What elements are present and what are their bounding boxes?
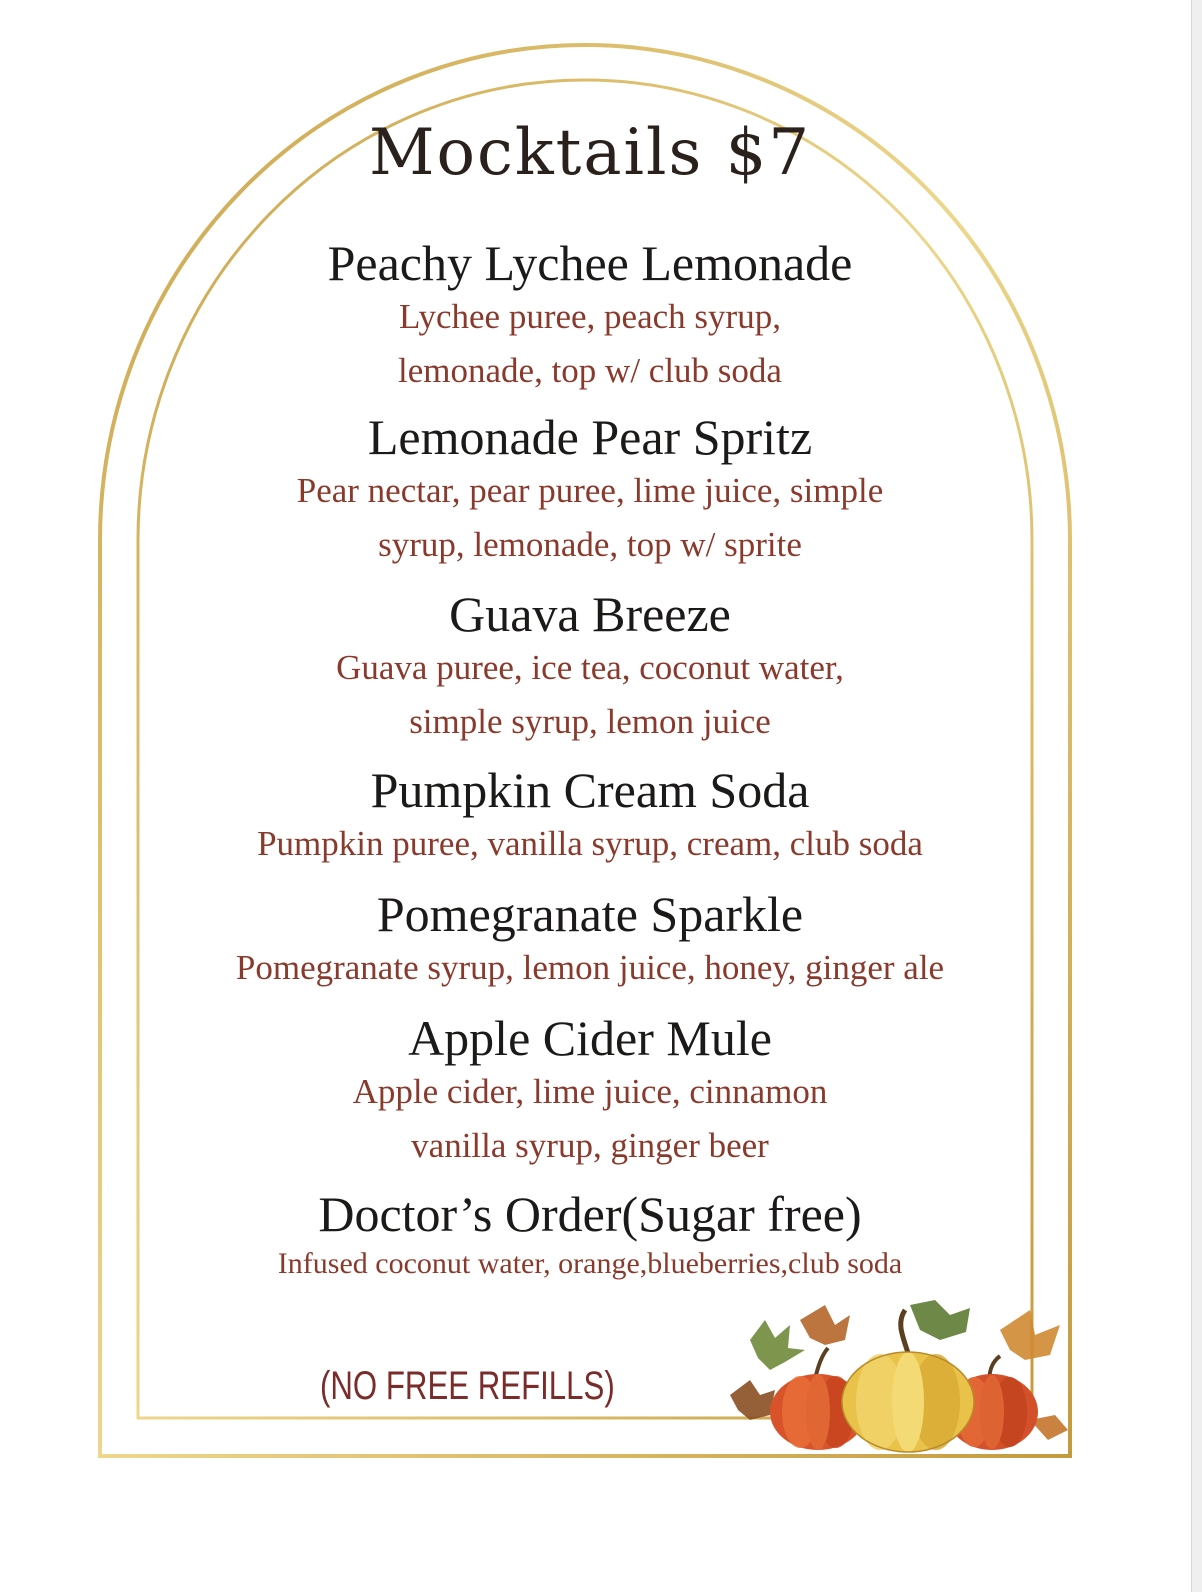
page-edge [1191, 0, 1202, 1592]
item-description: Lychee puree, peach syrup, [399, 297, 781, 336]
item-description: simple syrup, lemon juice [409, 702, 771, 741]
item-name: Doctor’s Order(Sugar free) [318, 1186, 862, 1242]
item-name: Guava Breeze [449, 586, 731, 642]
menu-item [0, 1011, 1180, 1173]
yellow-pumpkin-center [842, 1352, 974, 1452]
item-name: Apple Cider Mule [408, 1010, 772, 1066]
item-description: syrup, lemonade, top w/ sprite [378, 525, 802, 564]
item-description: vanilla syrup, ginger beer [411, 1126, 769, 1165]
item-name: Pomegranate Sparkle [376, 886, 804, 942]
no-free-refills-note: (NO FREE REFILLS) [320, 1364, 615, 1408]
menu-item [0, 887, 1180, 995]
item-description: Pumpkin puree, vanilla syrup, cream, club soda [257, 824, 923, 863]
menu-item [0, 587, 1180, 749]
item-name: Pumpkin Cream Soda [370, 762, 810, 818]
item-name: Peachy Lychee Lemonade [327, 235, 853, 291]
item-description: lemonade, top w/ club soda [398, 351, 782, 390]
item-description: Apple cider, lime juice, cinnamon [352, 1072, 828, 1111]
menu-item [0, 236, 1180, 398]
pumpkins-illustration [730, 1300, 1070, 1460]
item-name: Lemonade Pear Spritz [367, 409, 813, 465]
menu-item [0, 763, 1180, 871]
item-description: Pear nectar, pear puree, lime juice, simple [296, 471, 884, 510]
menu-title: Mocktails $7 [368, 116, 812, 190]
item-description: Guava puree, ice tea, coconut water, [336, 648, 844, 687]
menu-item [0, 410, 1180, 572]
menu-item [0, 1187, 1180, 1287]
item-description: Infused coconut water, orange,blueberries,club soda [277, 1247, 903, 1280]
item-description: Pomegranate syrup, lemon juice, honey, ginger ale [235, 948, 945, 987]
